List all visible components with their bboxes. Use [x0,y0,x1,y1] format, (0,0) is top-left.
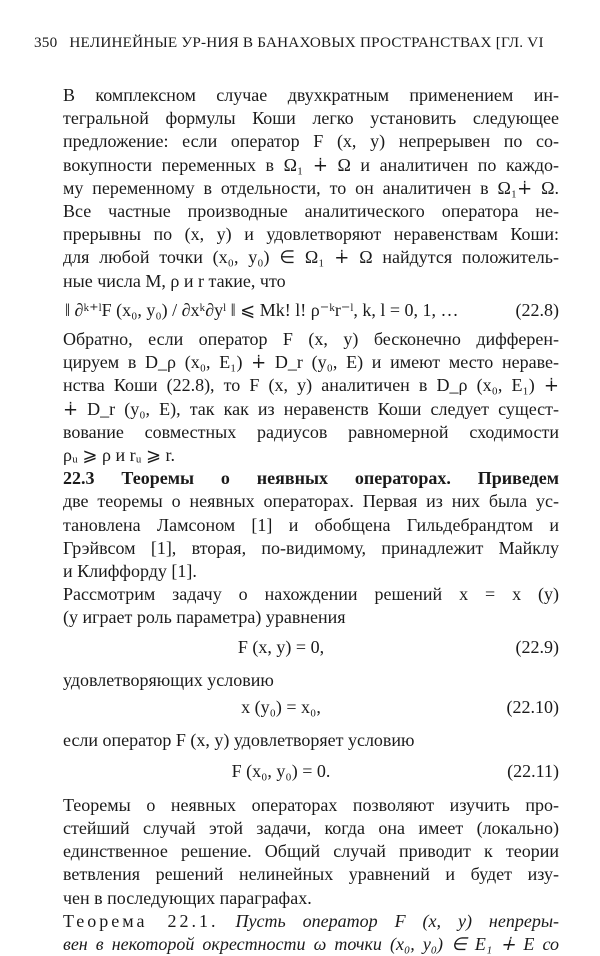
paragraph-problem [63,583,559,629]
text-line: нства Коши (22.8), то F (x, y) аналитичен в D_ρ (x₀, E₁) ∔ [63,375,559,396]
running-header [34,34,574,52]
theorem-text: Пусть оператор F (x, y) непреры- [235,910,560,931]
equation-number: (22.8) [515,299,559,320]
text-line: прерывны по (x, y) и удовлетворяют неравенствам Коши: [63,224,559,245]
text-line: и Клиффорду [1]. [63,561,197,582]
equation-formula: ‖ ∂ᵏ⁺ˡF (x₀, y₀) / ∂xᵏ∂yˡ ‖ ⩽ Mk! l! ρ⁻ᵏr⁻ˡ, k, l = 0, 1, … [65,299,459,320]
text-line: для любой точки (x₀, y₀) ∈ Ω₁ ∔ Ω найдутся положитель- [63,247,559,268]
theorem-22-1 [63,910,559,956]
page-number: 350 [34,34,58,51]
text-line: чен в последующих параграфах. [63,887,312,908]
section-heading-line: 22.3 Теоремы о неявных операторах. Приведем [63,468,559,489]
text-line: Грэйвсом [1], вторая, по-видимому, принадлежит Майклу [63,537,559,558]
equation-formula: F (x₀, y₀) = 0. [231,761,331,782]
running-title: НЕЛИНЕЙНЫЕ УР-НИЯ В БАНАХОВЫХ ПРОСТРАНСТВАХ [ГЛ. VI [69,34,544,51]
equation-22-8 [63,299,559,322]
equation-22-9 [63,636,559,659]
page-body [63,84,559,956]
equation-formula: x (y₀) = x₀, [241,697,321,718]
section-22-3 [63,467,559,583]
text-line: Теоремы о неявных операторах позволяют изучить про- [63,794,559,815]
text-line: предложение: если оператор F (x, y) непрерывен по со- [63,131,559,152]
text-line: ные числа M, ρ и r такие, что [63,270,286,291]
equation-22-10 [63,696,559,719]
theorem-text: вен в некоторой окрестности ω точки (x₀, y₀) ∈ E₁ ∔ E со [63,933,559,954]
paragraph-implicit-theorems [63,794,559,910]
text-line: вокупности переменных в Ω₁ ∔ Ω и аналитичен по каждо- [63,154,559,175]
text-line: если оператор F (x, y) удовлетворяет условию [63,730,415,751]
equation-22-11 [63,760,559,783]
text-line: тановлена Ламсоном [1] и обобщена Гильдебрандтом и [63,514,559,535]
text-line: (y играет роль параметра) уравнения [63,607,346,628]
equation-formula: F (x, y) = 0, [237,636,325,657]
paragraph-complex-case [63,84,559,293]
paragraph-converse [63,328,559,467]
equation-number: (22.10) [506,697,559,718]
equation-number: (22.9) [515,636,559,657]
text-line: ρᵤ ⩾ ρ и rᵤ ⩾ r. [63,445,176,466]
text-line: му переменному в отдельности, то он аналитичен в Ω₁∔ Ω. [63,177,559,198]
text-line: Обратно, если оператор F (x, y) бесконечно дифферен- [63,329,559,350]
theorem-line [63,910,559,933]
text-line: вование совместных радиусов равномерной сходимости [63,421,559,442]
text-line: удовлетворяющих условию [63,669,274,690]
text-line: единственное решение. Общий случай приводит к теории [63,841,559,862]
text-line: В комплексном случае двухкратным применением ин- [63,85,559,105]
text-line: ∔ D_r (y₀, E), так как из неравенств Коши следует сущест- [63,398,559,419]
equation-number: (22.11) [507,761,559,782]
text-line: Все частные производные аналитического оператора не- [63,201,559,222]
text-line: Рассмотрим задачу о нахождении решений x = x (y) [63,584,559,605]
text-line: цируем в D_ρ (x₀, E₁) ∔ D_r (y₀, E) и имеют место нераве- [63,352,559,373]
text-line: стейший случай этой задачи, когда она имеет (локально) [63,817,559,838]
text-line: ветвления решений нелинейных уравнений и будет изу- [63,864,559,885]
text-line: две теоремы о неявных операторах. Первая из них была ус- [63,491,559,512]
text-line: тегральной формулы Коши легко установить следующее [63,108,559,129]
theorem-label: Теорема 22.1. [63,910,219,931]
